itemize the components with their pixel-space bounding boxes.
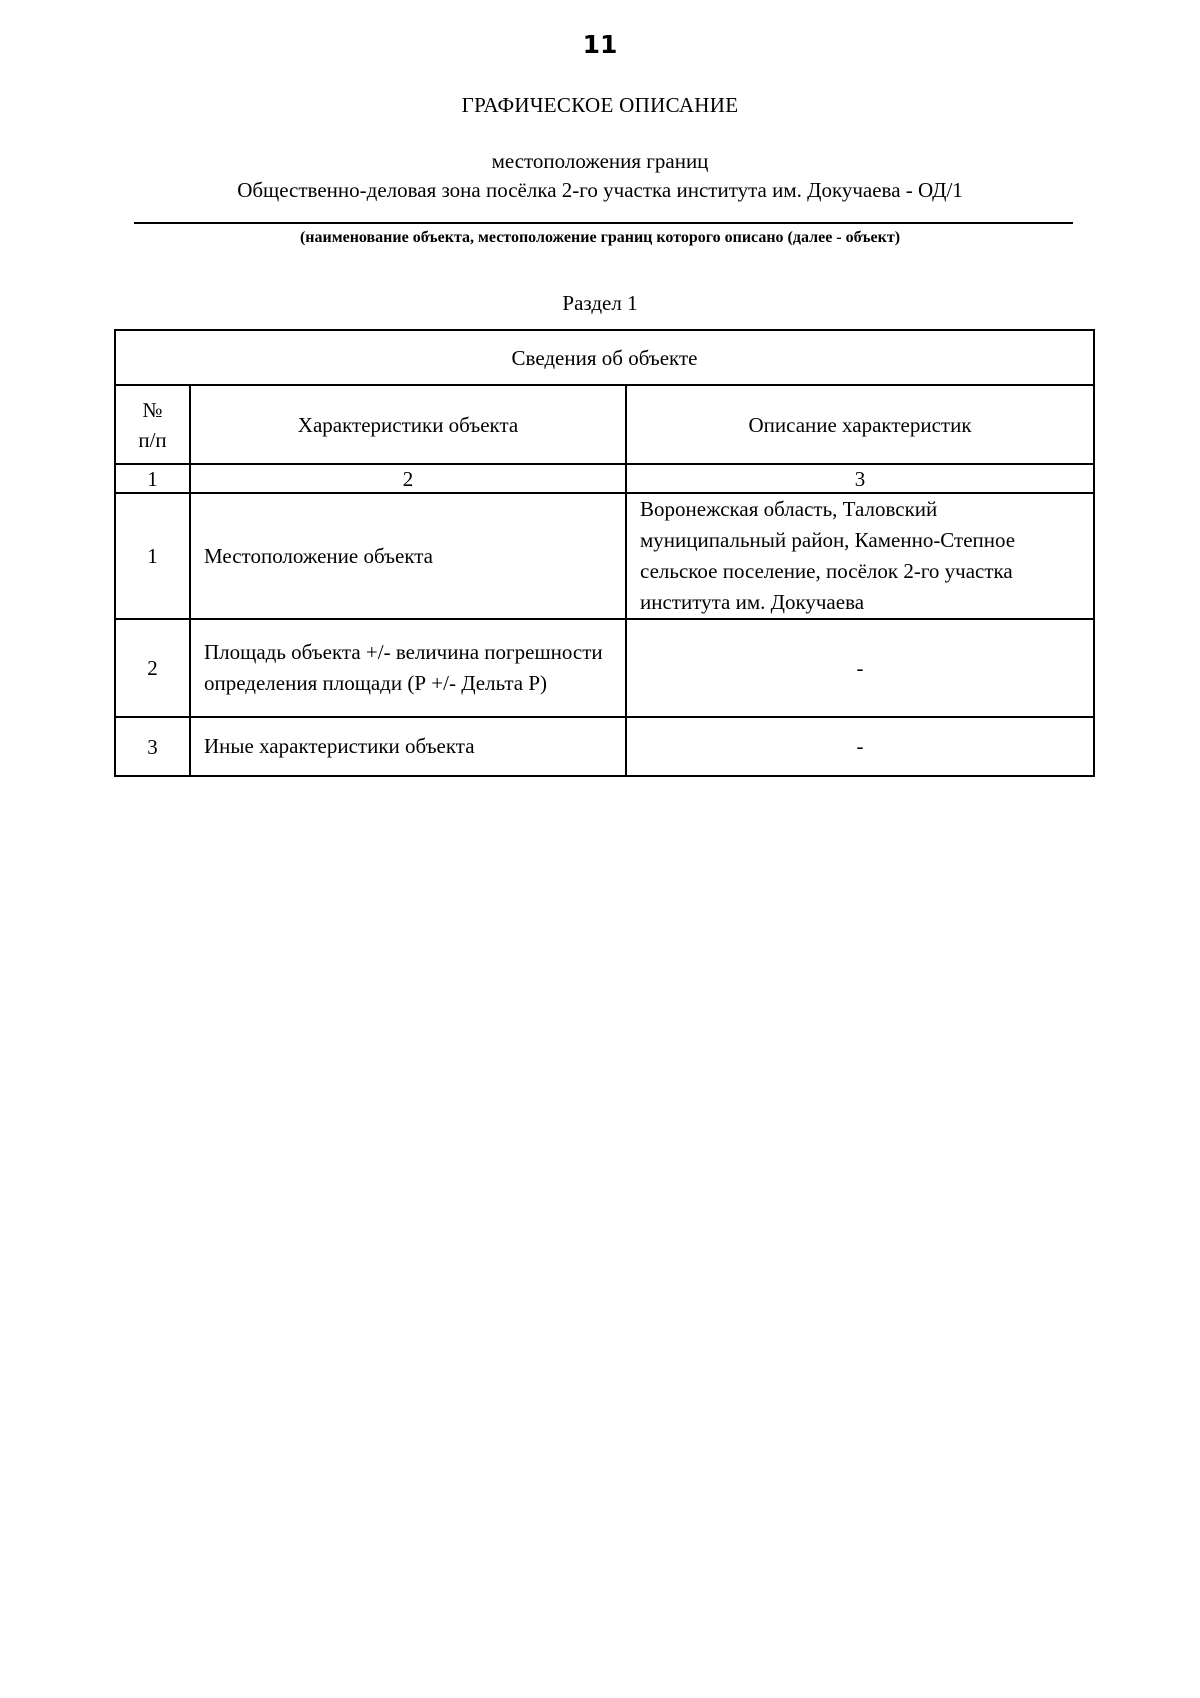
table-row <box>115 493 1094 619</box>
row-characteristic: Площадь объекта +/- величина погрешности определения площади (Р +/- Дельта Р) <box>190 619 626 717</box>
header-description: Описание характеристик <box>626 385 1094 464</box>
section-label: Раздел 1 <box>562 291 638 315</box>
document-title: ГРАФИЧЕСКОЕ ОПИСАНИЕ <box>461 93 739 117</box>
column-index-row <box>115 464 1094 493</box>
row-number: 3 <box>115 717 190 776</box>
column-index-1: 1 <box>115 464 190 493</box>
column-index-2: 2 <box>190 464 626 493</box>
underline-rule <box>134 222 1073 224</box>
column-index-3: 3 <box>626 464 1094 493</box>
row-number: 2 <box>115 619 190 717</box>
table-row <box>115 619 1094 717</box>
subtitle-line-1: местоположения границ <box>491 149 709 173</box>
table-caption: Сведения об объекте <box>115 330 1094 385</box>
header-characteristic: Характеристики объекта <box>190 385 626 464</box>
header-num <box>115 385 190 464</box>
row-description: - <box>626 717 1094 776</box>
row-characteristic: Иные характеристики объекта <box>190 717 626 776</box>
object-info-table <box>114 329 1095 777</box>
row-number: 1 <box>115 493 190 619</box>
table-header-row <box>115 385 1094 464</box>
header-num-label: № п/п <box>138 397 167 452</box>
object-name: Общественно-деловая зона посёлка 2-го участка института им. Докучаева - ОД/1 <box>237 178 963 202</box>
row-characteristic: Местоположение объекта <box>190 493 626 619</box>
row-description: - <box>626 619 1094 717</box>
row-description: Воронежская область, Таловский муниципальный район, Каменно-Степное сельское поселение, посёлок 2-го участка института им. Докучаева <box>626 493 1094 619</box>
table-caption-row <box>115 330 1094 385</box>
page-number: 11 <box>582 30 618 59</box>
object-name-caption: (наименование объекта, местоположение границ которого описано (далее - объект) <box>299 229 901 246</box>
table-row <box>115 717 1094 776</box>
